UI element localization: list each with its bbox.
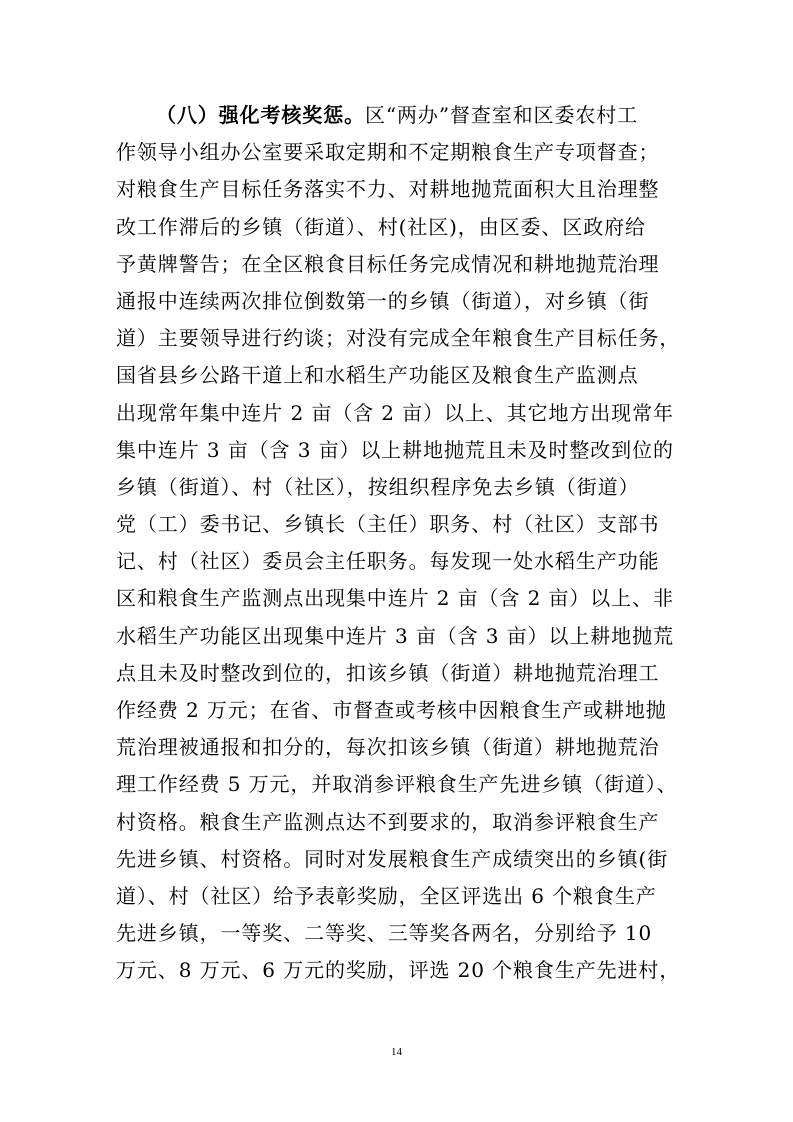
paragraph-line: 先进乡镇，一等奖、二等奖、三等奖各两名，分别给予 10 (116, 921, 653, 946)
paragraph-line: 记、村（社区）委员会主任职务。每发现一处水稻生产功能 (116, 549, 660, 574)
paragraph-line: 区和粮食生产监测点出现集中连片 2 亩（含 2 亩）以上、非 (116, 586, 674, 611)
paragraph-line: 点且未及时整改到位的，扣该乡镇（街道）耕地抛荒治理工 (116, 660, 660, 685)
paragraph-line: 党（工）委书记、乡镇长（主任）职务、村（社区）支部书 (116, 512, 660, 537)
paragraph-line: 予黄牌警告；在全区粮食目标任务完成情况和耕地抛荒治理 (116, 251, 660, 276)
paragraph-line: 水稻生产功能区出现集中连片 3 亩（含 3 亩）以上耕地抛荒 (116, 623, 674, 648)
paragraph-line: 村资格。粮食生产监测点达不到要求的，取消参评粮食生产 (116, 809, 660, 834)
paragraph-line: 荒治理被通报和扣分的，每次扣该乡镇（街道）耕地抛荒治 (116, 735, 660, 760)
paragraph-line: 理工作经费 5 万元，并取消参评粮食生产先进乡镇（街道）、 (116, 772, 678, 797)
paragraph-line: 国省县乡公路干道上和水稻生产功能区及粮食生产监测点 (116, 363, 639, 388)
line-text: 区“两办”督查室和区委农村工 (365, 103, 639, 127)
paragraph-line: 道）主要领导进行约谈；对没有完成全年粮食生产目标任务， (116, 326, 681, 351)
paragraph-line: 作领导小组办公室要采取定期和不定期粮食生产专项督查； (116, 140, 660, 165)
paragraph-line (116, 97, 686, 134)
section-heading: （八）强化考核奖惩。 (156, 103, 365, 127)
paragraph-line: 先进乡镇、村资格。同时对发展粮食生产成绩突出的乡镇(街 (116, 846, 669, 871)
paragraph-line: 乡镇（街道）、村（社区），按组织程序免去乡镇（街道） (116, 474, 640, 499)
paragraph-line: 作经费 2 万元；在省、市督查或考核中因粮食生产或耕地抛 (116, 698, 667, 722)
paragraph-line: 道）、村（社区）给予表彰奖励，全区评选出 6 个粮食生产 (116, 883, 657, 908)
paragraph-line: 出现常年集中连片 2 亩（含 2 亩）以上、其它地方出现常年 (116, 400, 674, 425)
page-number: 14 (391, 1046, 402, 1058)
paragraph-line: 对粮食生产目标任务落实不力、对耕地抛荒面积大且治理整 (116, 177, 660, 202)
paragraph-line: 通报中连续两次排位倒数第一的乡镇（街道），对乡镇（街 (116, 288, 650, 313)
paragraph-line: 集中连片 3 亩（含 3 亩）以上耕地抛荒且未及时整改到位的 (116, 437, 674, 462)
document-body (116, 97, 686, 990)
paragraph-line: 万元、8 万元、6 万元的奖励，评选 20 个粮食生产先进村， (116, 958, 681, 983)
paragraph-line: 改工作滞后的乡镇（街道）、村(社区)，由区委、区政府给 (116, 214, 646, 239)
